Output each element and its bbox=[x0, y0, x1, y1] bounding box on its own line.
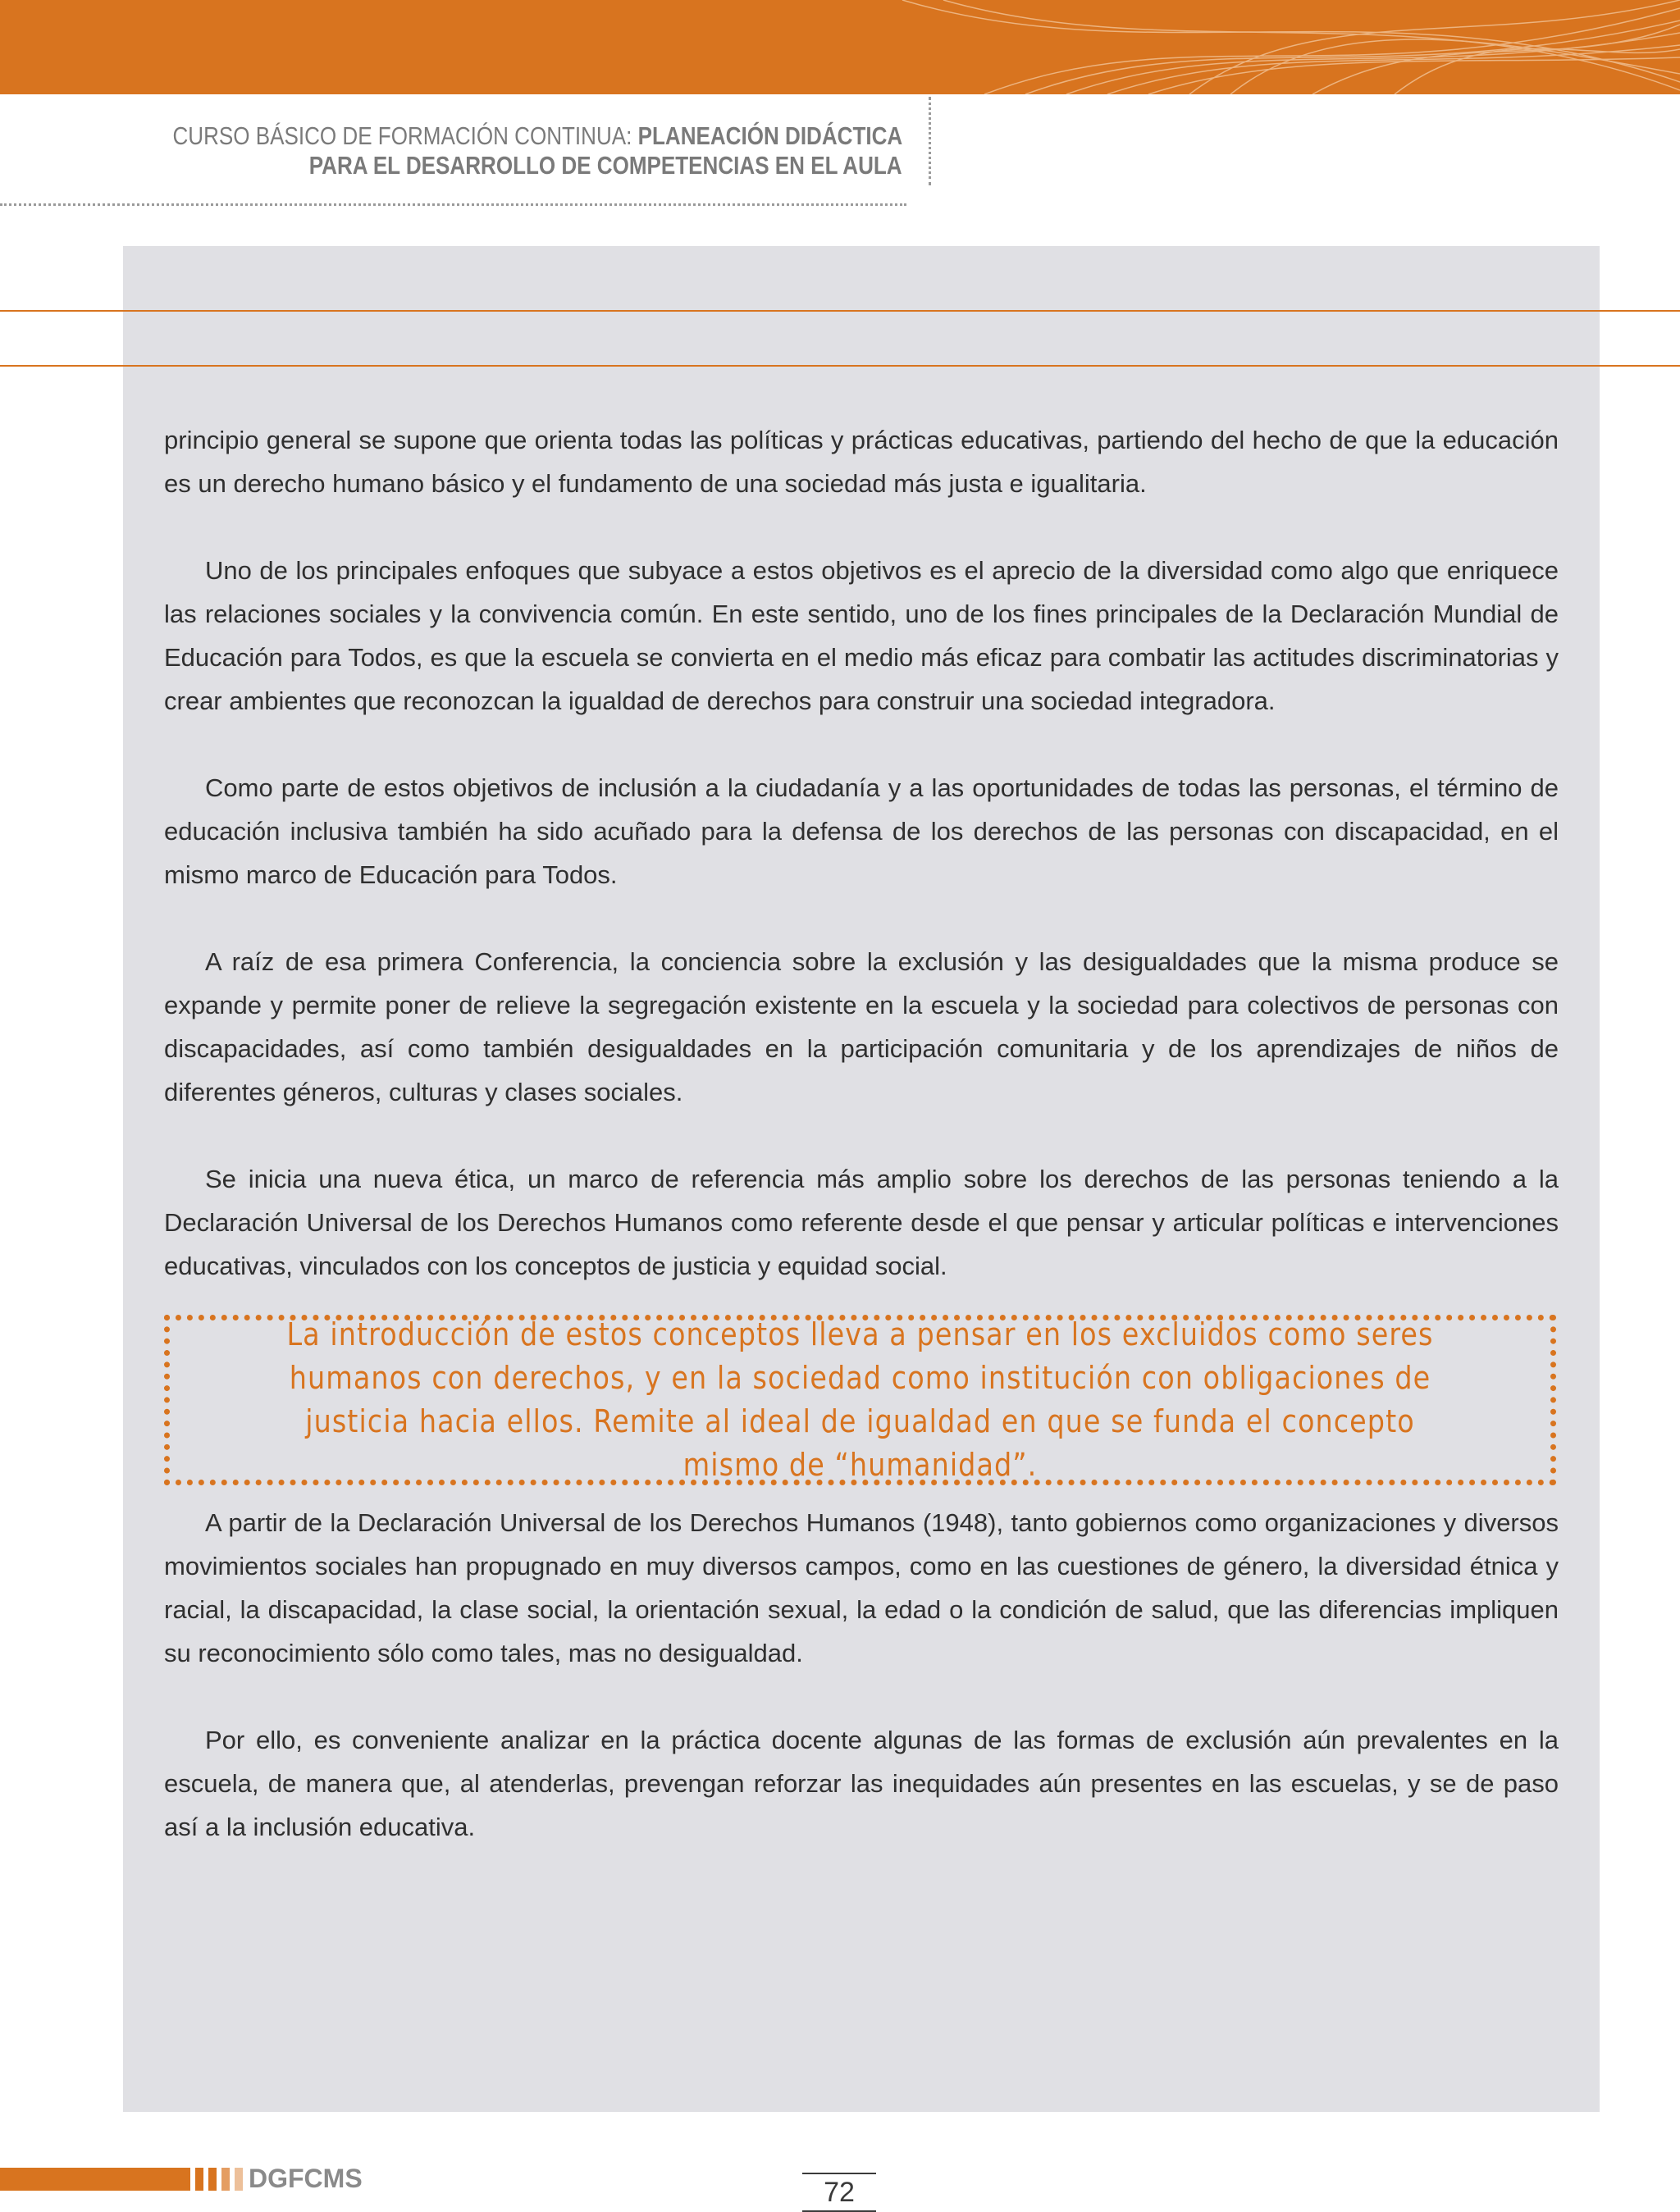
paragraph: A raíz de esa primera Conferencia, la conciencia sobre la exclusión y las desigualdades que la misma produce se expande y permite poner de relieve la segregación existente en la escuela y la sociedad para colectivos de personas con discapacidades, así como también desigualdades en la participación comunitaria y de los aprendizajes de niños de diferentes géneros, culturas y clases sociales. bbox=[164, 947, 1559, 1106]
paragraph: Se inicia una nueva ética, un marco de referencia más amplio sobre los derechos de las personas teniendo a la Declaración Universal de los Derechos Humanos como referente desde el que pensar y articular políticas e intervenciones educativas, vinculados con los conceptos de justicia y equidad social. bbox=[164, 1165, 1559, 1280]
paragraph: Uno de los principales enfoques que subyace a estos objetivos es el aprecio de la diversidad como algo que enriquece las relaciones sociales y la convivencia común. En este sentido, uno de los fines principales de la Declaración Mundial de Educación para Todos, es que la escuela se convierta en el medio más eficaz para combatir las actitudes discriminatorias y crear ambientes que reconozcan la igualdad de derechos para construir una sociedad integradora. bbox=[164, 556, 1559, 715]
orange-rule-bottom bbox=[0, 365, 1680, 367]
body-text-top bbox=[164, 418, 1559, 1331]
paragraph: A partir de la Declaración Universal de los Derechos Humanos (1948), tanto gobiernos como organizaciones y diversos movimientos sociales han propugnado en muy diversos campos, como en las cuestiones de género, la diversidad étnica y racial, la discapacidad, la clase social, la orientación sexual, la edad o la condición de salud, que las diferencias impliquen su reconocimiento sólo como tales, mas no desigualdad. bbox=[164, 1508, 1559, 1667]
page-number: 72 bbox=[802, 2173, 876, 2212]
paragraph: Por ello, es conveniente analizar en la práctica docente algunas de las formas de exclusión aún prevalentes en la escuela, de manera que, al atenderlas, prevengan reforzar las inequidades aún presentes en las escuelas, y se de paso así a la inclusión educativa. bbox=[164, 1726, 1559, 1841]
header-course-title: CURSO BÁSICO DE FORMACIÓN CONTINUA: PLANEACIÓN DIDÁCTICA bbox=[172, 121, 902, 150]
banner-wave-pattern bbox=[0, 0, 1680, 94]
header-course-subtitle: PARA EL DESARROLLO DE COMPETENCIAS EN EL AULA bbox=[309, 151, 902, 180]
paragraph: principio general se supone que orienta todas las políticas y prácticas educativas, partiendo del hecho de que la educación es un derecho humano básico y el fundamento de una sociedad más justa e igualitaria. bbox=[164, 426, 1559, 498]
body-text-bottom bbox=[164, 1501, 1559, 1892]
header-dotted-rule-vertical bbox=[929, 97, 933, 185]
paragraph: Como parte de estos objetivos de inclusión a la ciudadanía y a las oportunidades de todas las personas, el término de educación inclusiva también ha sido acuñado para la defensa de los derechos de las personas con discapacidad, en el mismo marco de Educación para Todos. bbox=[164, 773, 1559, 889]
highlight-quote-box bbox=[164, 1315, 1556, 1485]
highlight-quote: La introducción de estos conceptos lleva a pensar en los excluidos como seres humanos con derechos, y en la sociedad como institución con obligaciones de justicia hacia ellos. Remite al ideal de igualdad en que se funda el concepto mismo de “humanidad”. bbox=[286, 1316, 1434, 1483]
footer-bar bbox=[0, 2168, 190, 2191]
orange-rule-top bbox=[0, 310, 1680, 312]
footer-label: DGFCMS bbox=[249, 2164, 363, 2193]
footer-blocks bbox=[195, 2168, 243, 2191]
document-header bbox=[0, 115, 902, 205]
header-dotted-rule bbox=[0, 203, 906, 208]
top-banner bbox=[0, 0, 1680, 94]
